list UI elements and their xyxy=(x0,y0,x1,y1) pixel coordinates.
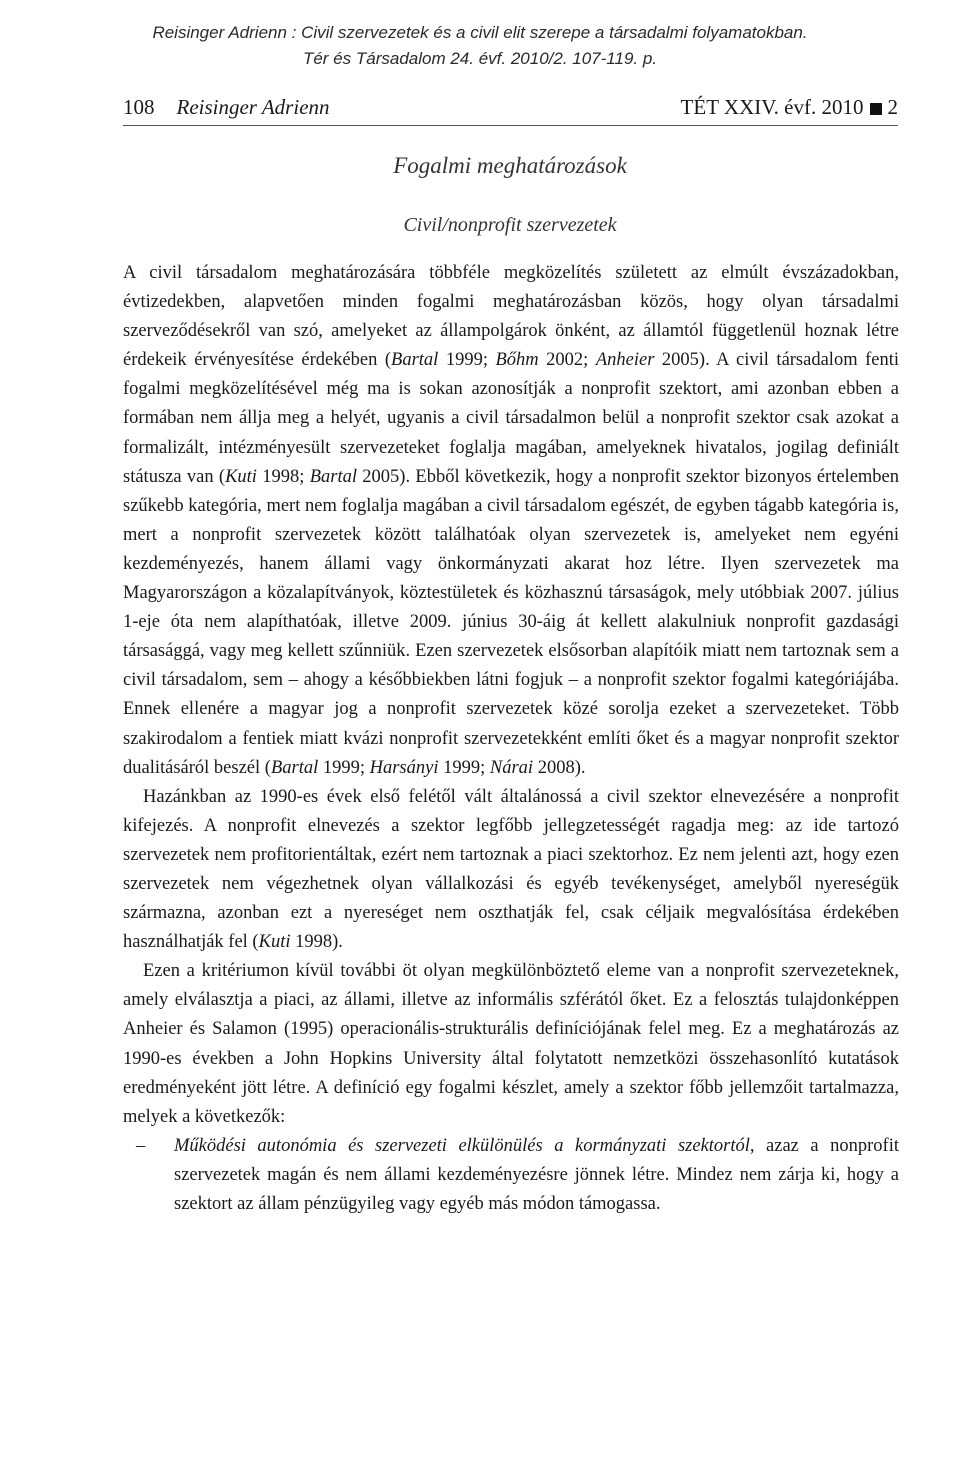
list-item xyxy=(123,1132,899,1219)
running-head-right xyxy=(681,95,898,120)
text-run: 1999; xyxy=(438,350,496,371)
text-run: 2008). xyxy=(533,757,586,778)
citation-author: Bartal xyxy=(309,466,357,487)
body-text xyxy=(123,259,899,1219)
citation-author: Nárai xyxy=(489,757,534,778)
citation-author: Kuti xyxy=(258,932,291,953)
citation-author: Kuti xyxy=(225,466,257,487)
text-run: 1999; xyxy=(438,757,490,778)
issue-number: 2 xyxy=(887,95,898,119)
citation-line-2: Tér és Társadalom 24. évf. 2010/2. 107-119. p. xyxy=(302,49,658,68)
citation-author: Bartal xyxy=(391,350,439,371)
running-head xyxy=(123,91,898,126)
subsection-title: Civil/nonprofit szervezetek xyxy=(403,214,617,236)
text-run: 2005). A civil társadalom fenti fogalmi megközelítésével még ma is sokan azonosítják a nonprofit szektort, ami azonban ebben a formában nem állja meg a helyét, ugyanis a civil társadalmon belül a nonprofit szektor csak azokat a formalizált, intézményesült szervezeteket foglalja magában, amelyeknek hivatalos, jogilag definiált státusza van ( xyxy=(123,350,899,487)
page-number: 108 xyxy=(123,95,155,119)
square-bullet-icon xyxy=(870,103,882,115)
list-item-text: , azaz a nonprofit szervezetek magán és nem állami kezdeményezésre jönnek létre. Mindez nem zárja ki, hogy a szektort az állam pénzügyileg vagy egyéb más módon támogassa. xyxy=(174,1135,899,1214)
section-title: Fogalmi meghatározások xyxy=(393,153,627,178)
paragraph-2 xyxy=(123,783,899,958)
citation-author: Bőhm xyxy=(495,350,539,371)
running-head-left xyxy=(123,95,330,120)
citation-author: Bartal xyxy=(270,757,319,778)
list-item-title: Működési autonómia és szervezeti elkülönülés a kormányzati szektortól xyxy=(174,1135,750,1156)
paragraph-3: Ezen a kritériumon kívül további öt olyan megkülönböztető eleme van a nonprofit szervezeteknek, amely elválasztja a piaci, az állami, illetve az informális szférától őket. Ez a felosztás tulajdonképpen Anheier és Salamon (1995) operacionális-strukturális definíciójának felel meg. Ez a meghatározás az 1990-es években a John Hopkins University által folytatott nemzetközi összehasonlító kutatások eredményeként jött létre. A definíció egy fogalmi készlet, amely a szektor főbb jellemzőit tartalmazza, melyek a következők: xyxy=(123,961,899,1127)
list-dash: – xyxy=(136,1135,146,1156)
citation-author: Harsányi xyxy=(369,757,439,778)
citation-author: Anheier xyxy=(595,350,655,371)
text-run: Hazánkban az 1990-es évek első felétől vált általánossá a civil szektor elnevezésére a nonprofit kifejezés. A nonprofit elnevezés a szektor legfőbb jellegzetességét ragadja meg: az ide tartozó szervezetek nem profitorientáltak, ezért nem tartoznak a piaci szektorhoz. Ez nem jelenti azt, hogy ezen szervezetek nem végezhetnek olyan vállalkozási és egyéb tevékenységet, amelyből nyereségük származna, azonban ezt a nyereséget nem oszthatják fel, csak céljaik megvalósítása érdekében használhatják fel ( xyxy=(123,786,899,953)
text-run: 2005). Ebből következik, hogy a nonprofit szektor bizonyos értelemben szűkebb kategória, mert nem foglalja magában a civil társadalom egészét, de egyben tágabb kategória is, mert a nonprofit szervezetek között találhatóak olyan szervezetek is, amelyeket nem egyéni kezdeményezés, hanem állami vagy önkormányzati akarat hoz létre. Ilyen szervezetek ma Magyarországon a közalapítványok, köztestületek és közhasznú társaságok, mely utóbbiak 2007. július 1-eje óta nem alapíthatóak, illetve 2009. június 30-áig át kellett alakulniuk nonprofit gazdasági társasággá, vagy meg kellett szűnniük. Ezen szervezetek elsősorban alapítóik miatt nem tartoznak sem a civil társadalom, sem – ahogy a későbbiekben látni fogjuk – a nonprofit szektor fogalmi kategóriájába. Ennek ellenére a magyar jog a nonprofit szervezetek közé sorolja ezeket a szervezeteket. Több szakirodalom a fentiek miatt kvázi nonprofit szervezetekként említi őket és a magyar nonprofit szektor dualitásáról beszél ( xyxy=(123,466,899,778)
text-run: 2002; xyxy=(538,350,596,371)
citation-line-1: Reisinger Adrienn : Civil szervezetek és a civil elit szerepe a társadalmi folyamatokban. xyxy=(152,23,808,42)
paragraph-1 xyxy=(123,259,899,783)
text-run: 1999; xyxy=(318,757,370,778)
text-run: A civil társadalom meghatározására többféle megközelítés született az elmúlt évszázadokban, évtizedekben, alapvetően minden fogalmi meghatározásban közös, hogy olyan társadalmi szerveződésekről van szó, amelyeket az állampolgárok önként, az államtól függetlenül hoznak létre érdekeik érvényesítése érdekében ( xyxy=(123,263,899,371)
text-run: 1998; xyxy=(256,466,310,487)
journal-info: TÉT XXIV. évf. 2010 xyxy=(680,95,864,119)
running-head-author: Reisinger Adrienn xyxy=(176,95,330,119)
text-run: 1998). xyxy=(290,932,343,953)
